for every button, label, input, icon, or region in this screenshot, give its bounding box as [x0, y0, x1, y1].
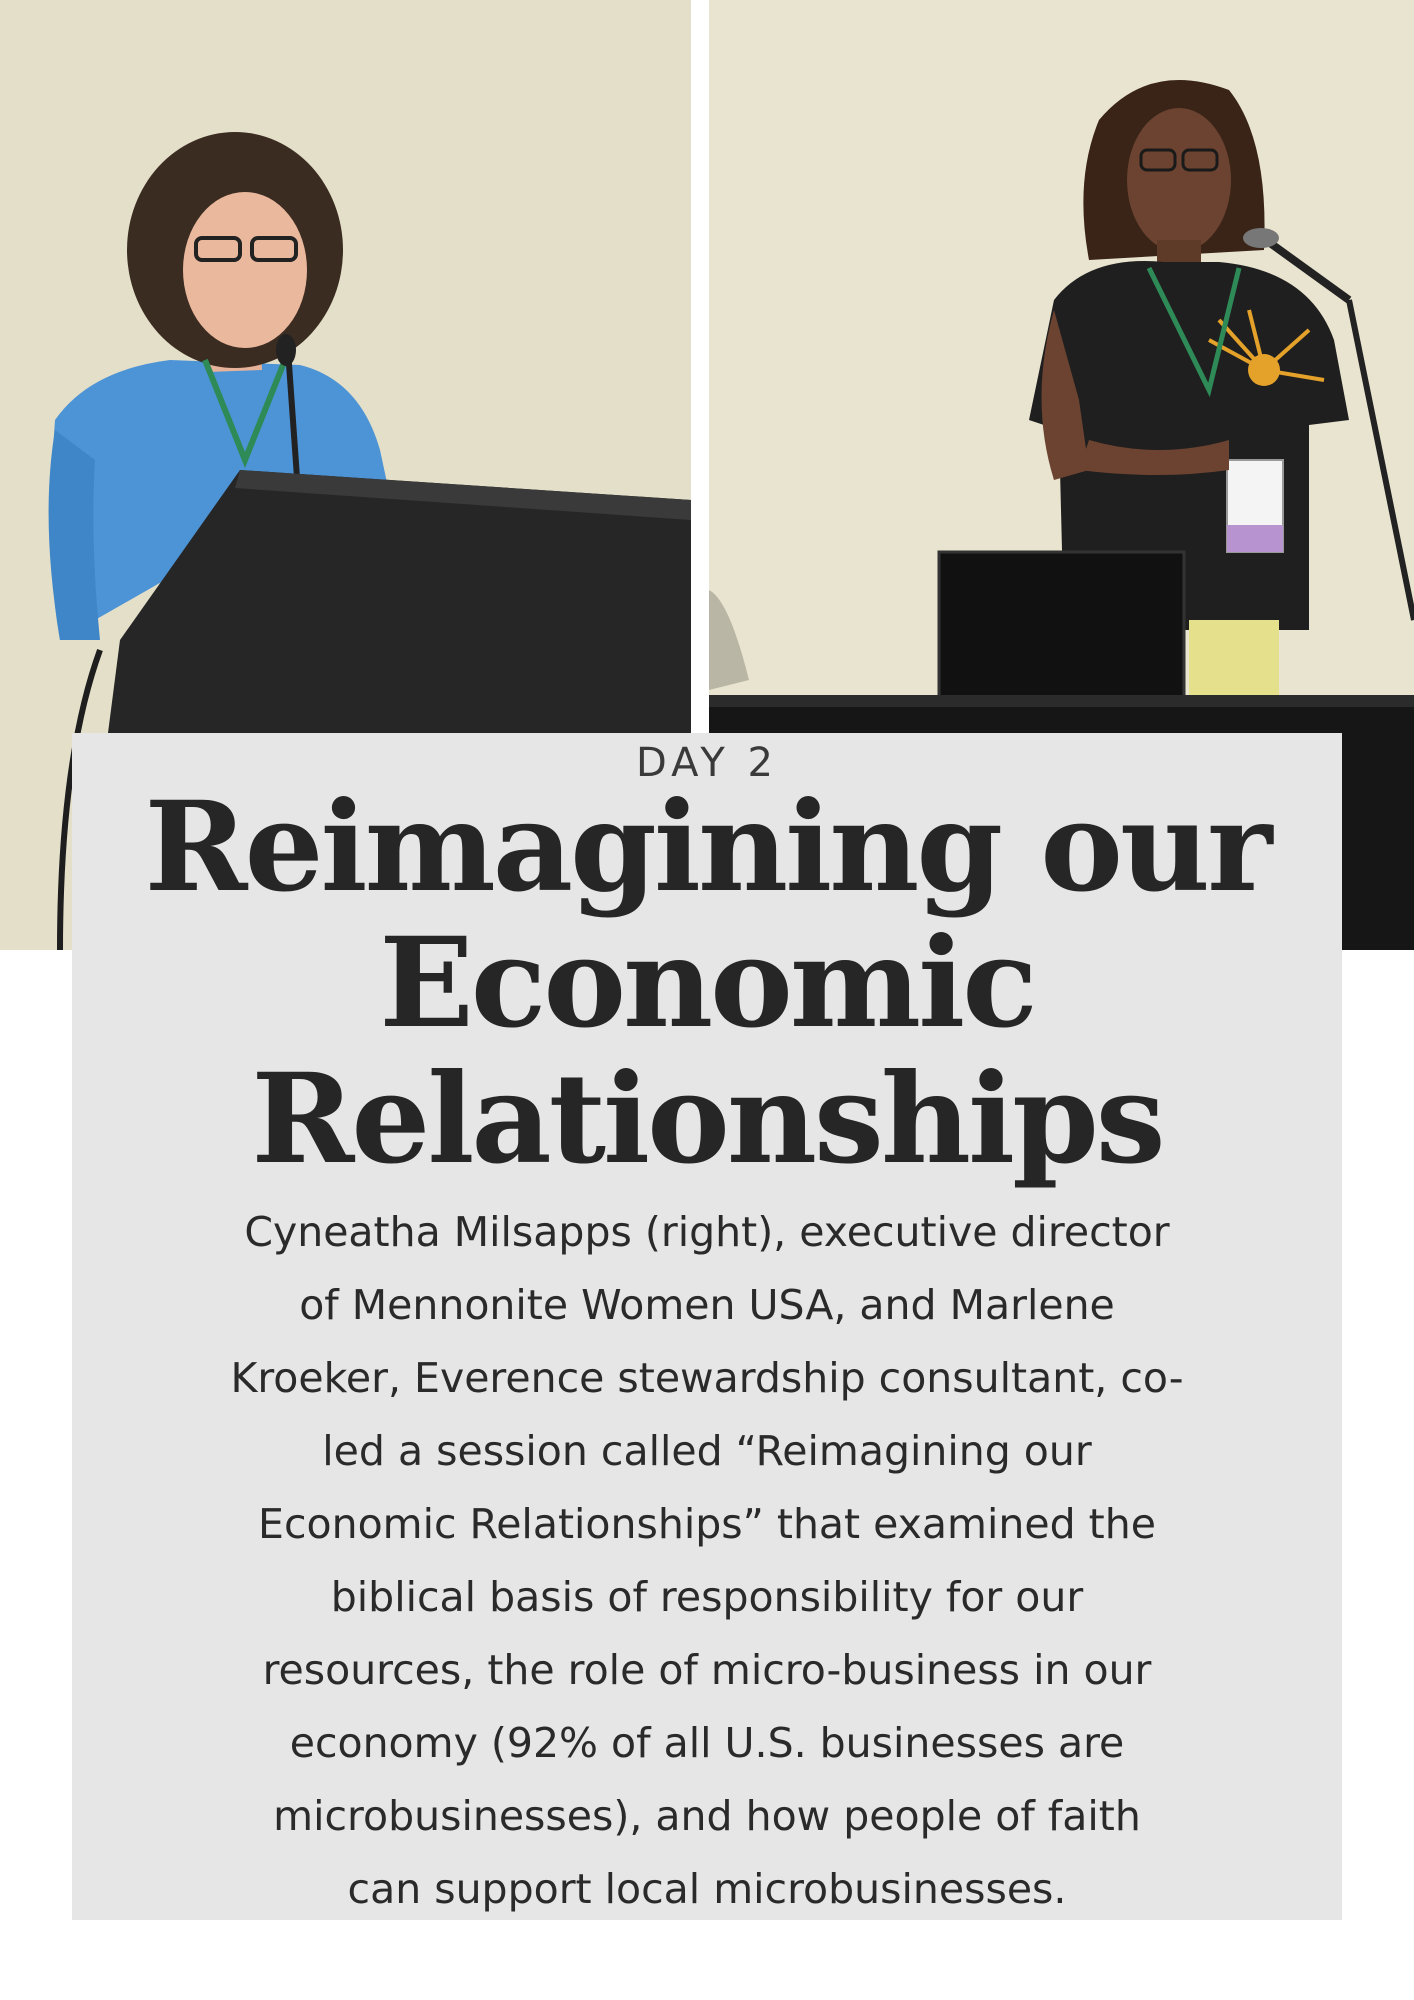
caption-line: of Mennonite Women USA, and Marlene — [299, 1281, 1115, 1329]
day-label: DAY 2 — [636, 740, 778, 786]
caption-line: can support local microbusinesses. — [347, 1865, 1067, 1913]
caption-paragraph — [72, 1196, 1342, 1926]
caption-line: resources, the role of micro-business in our — [262, 1646, 1152, 1694]
caption-line: microbusinesses), and how people of faith — [273, 1792, 1141, 1840]
caption-line: Economic Relationships” that examined the — [258, 1500, 1156, 1548]
caption-line: led a session called “Reimagining our — [322, 1427, 1092, 1475]
title-line: Economic — [379, 911, 1035, 1056]
caption-line: Cyneatha Milsapps (right), executive director — [244, 1208, 1170, 1256]
caption-line: Kroeker, Everence stewardship consultant, co- — [230, 1354, 1184, 1402]
title-line: Relationships — [251, 1047, 1163, 1192]
caption-line: biblical basis of responsibility for our — [330, 1573, 1084, 1621]
caption-line: economy (92% of all U.S. businesses are — [289, 1719, 1125, 1767]
title-line: Reimagining our — [144, 775, 1270, 920]
page-title — [0, 775, 1414, 1192]
